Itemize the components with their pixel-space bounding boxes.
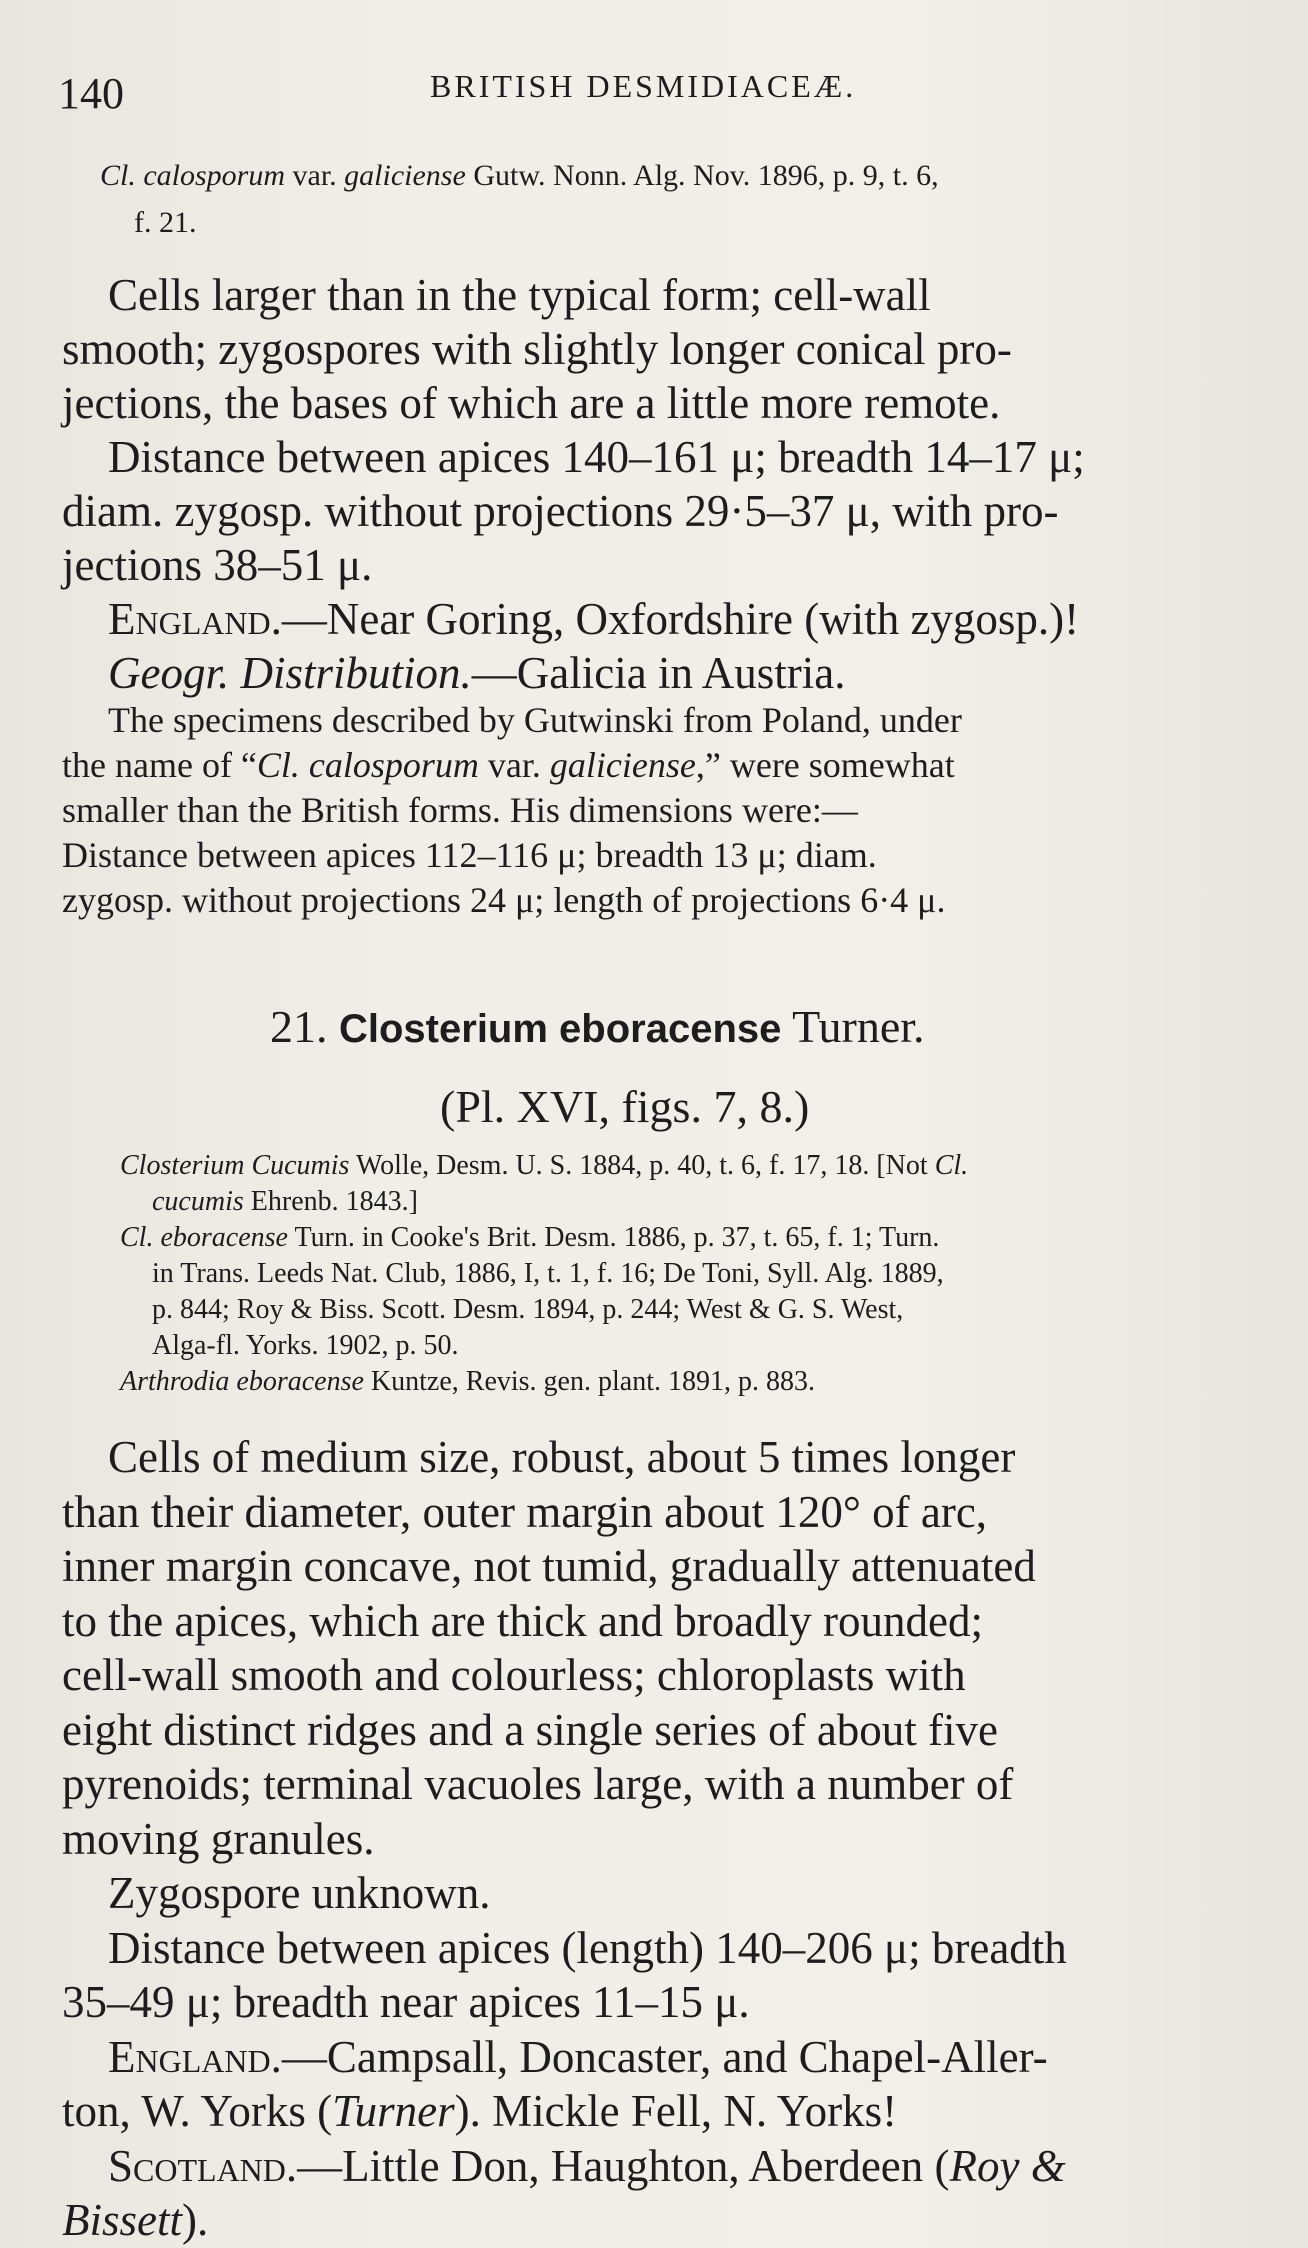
gutwinski-note: The specimens described by Gutwinski from Poland, under the name of “Cl. calosporum var. galiciense,” were somewhat smaller than the British forms. His dimensions were:— Distance between apices 112–116 μ; breadth 13 μ; diam. zygosp. without projections 24 μ; length of projections 6·4 μ. <box>62 700 962 920</box>
synonymy: Closterium Cucumis Wolle, Desm. U. S. 1884, p. 40, t. 6, f. 17, 18. [Not Cl. cucumis Ehrenb. 1843.] Cl. eboracense Turn. in Cooke's Brit. Desm. 1886, p. 37, t. 65, f. 1; Turn. in Trans. Leeds Nat. Club, 1886, I, t. 1, f. 16; De Toni, Syll. Alg. 1889, p. 844; Roy & Biss. Scott. Desm. 1894, p. 244; West & G. S. West, Alga-fl. Yorks. 1902, p. 50. Arthrodia eboracense Kuntze, Revis. gen. plant. 1891, p. 883. <box>120 1148 1260 1400</box>
scotland-locality: Scotland.—Little Don, Haughton, Aberdeen (Roy & <box>108 2140 1066 2191</box>
running-title: BRITISH DESMIDIACEÆ. <box>430 68 857 104</box>
variety-description: Cells larger than in the typical form; cell-wall smooth; zygospores with slightly longer conical pro- jections, the bases of which are a little more remote. Distance between apices 140–161 μ; breadth 14–17 μ; diam. zygosp. without projections 29·5–37 μ, with pro- jections 38–51 μ. England.—Near Goring, Oxfordshire (with zygosp.)! Geogr. Distribution.—Galicia in Austria. <box>62 268 1252 700</box>
species-description: Cells of medium size, robust, about 5 times longer than their diameter, outer margin about 120° of arc, inner margin concave, not tumid, gradually attenuated to the apices, which are thick and broadly rounded; cell-wall smooth and colourless; chloroplasts with eight distinct ridges and a single series of about five pyrenoids; terminal vacuoles large, with a number of moving granules. Zygospore unknown. Distance between apices (length) 140–206 μ; breadth 35–49 μ; breadth near apices 11–15 μ. England.—Campsall, Doncaster, and Chapel-Aller- ton, W. Yorks (Turner). Mickle Fell, N. Yorks! Scotland.—Little Don, Haughton, Aberdeen (Roy & Bissett). <box>62 1430 1252 2248</box>
synonym-entry: Arthrodia eboracense Kuntze, Revis. gen. plant. 1891, p. 883. <box>120 1366 815 1397</box>
variety-locality: England.—Near Goring, Oxfordshire (with zygosp.)! <box>108 594 1080 644</box>
synonym-entry: Cl. eboracense Turn. in Cooke's Brit. Desm. 1886, p. 37, t. 65, f. 1; Turn. <box>120 1222 940 1253</box>
plate-reference: (Pl. XVI, figs. 7, 8.) <box>440 1081 810 1132</box>
variety-distribution: Geogr. Distribution.—Galicia in Austria. <box>108 648 846 698</box>
species-heading: 21. Closterium eboracense Turner. <box>270 1001 925 1052</box>
england-locality: England.—Campsall, Doncaster, and Chapel-Aller- <box>108 2031 1048 2082</box>
synonym-entry: Closterium Cucumis Wolle, Desm. U. S. 1884, p. 40, t. 6, f. 17, 18. [Not Cl. <box>120 1150 969 1181</box>
variety-reference-line1: Cl. calosporum var. galiciense Gutw. Nonn. Alg. Nov. 1896, p. 9, t. 6, <box>100 159 939 192</box>
variety-reference-line2: f. 21. <box>134 206 197 239</box>
page-number: 140 <box>58 69 124 118</box>
